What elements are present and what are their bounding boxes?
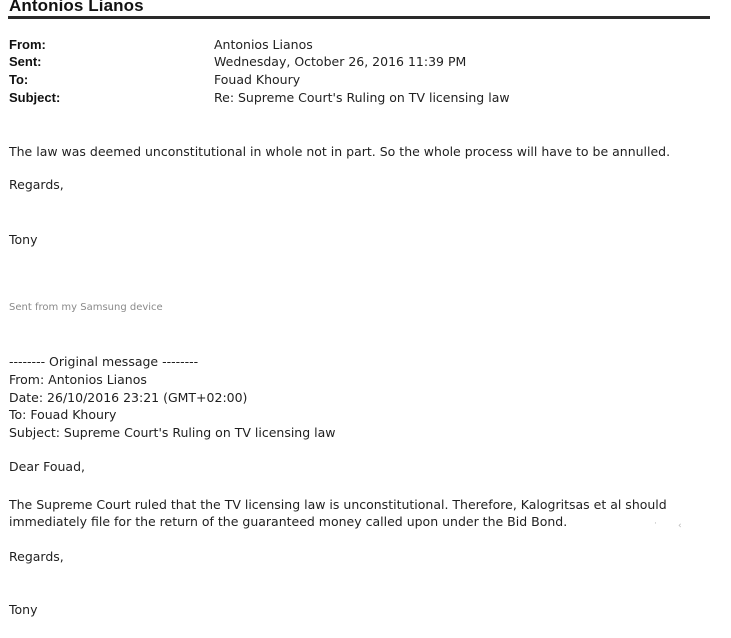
original-body-line-2: immediately file for the return of the guaranteed money called upon under the Bid Bond. <box>9 514 568 529</box>
to-value: Fouad Khoury <box>214 72 301 87</box>
subject-value: Re: Supreme Court's Ruling on TV licensing law <box>214 90 510 105</box>
scan-speck: · <box>654 519 657 529</box>
reply-name: Tony <box>9 232 38 247</box>
original-greeting: Dear Fouad, <box>9 459 85 474</box>
from-label: From: <box>9 37 46 52</box>
to-label: To: <box>9 72 29 87</box>
scan-speck: ‹ <box>678 521 682 531</box>
mobile-signature: Sent from my Samsung device <box>9 302 163 313</box>
sent-value: Wednesday, October 26, 2016 11:39 PM <box>214 54 467 69</box>
header-divider <box>8 16 710 19</box>
original-name: Tony <box>9 602 38 617</box>
subject-label: Subject: <box>9 90 61 105</box>
sender-name: Antonios Lianos <box>9 0 144 15</box>
sent-label: Sent: <box>9 54 42 69</box>
original-date: Date: 26/10/2016 23:21 (GMT+02:00) <box>9 390 248 405</box>
from-value: Antonios Lianos <box>214 37 313 52</box>
original-from: From: Antonios Lianos <box>9 372 147 387</box>
original-regards: Regards, <box>9 549 64 564</box>
reply-text: The law was deemed unconstitutional in whole not in part. So the whole process will have to be annulled. <box>9 144 671 159</box>
reply-regards: Regards, <box>9 177 64 192</box>
original-to: To: Fouad Khoury <box>9 407 117 422</box>
original-body-line-1: The Supreme Court ruled that the TV licensing law is unconstitutional. Therefore, Kalogritsas et al should <box>9 497 667 512</box>
original-subject: Subject: Supreme Court's Ruling on TV licensing law <box>9 425 336 440</box>
original-divider: -------- Original message -------- <box>9 354 199 369</box>
